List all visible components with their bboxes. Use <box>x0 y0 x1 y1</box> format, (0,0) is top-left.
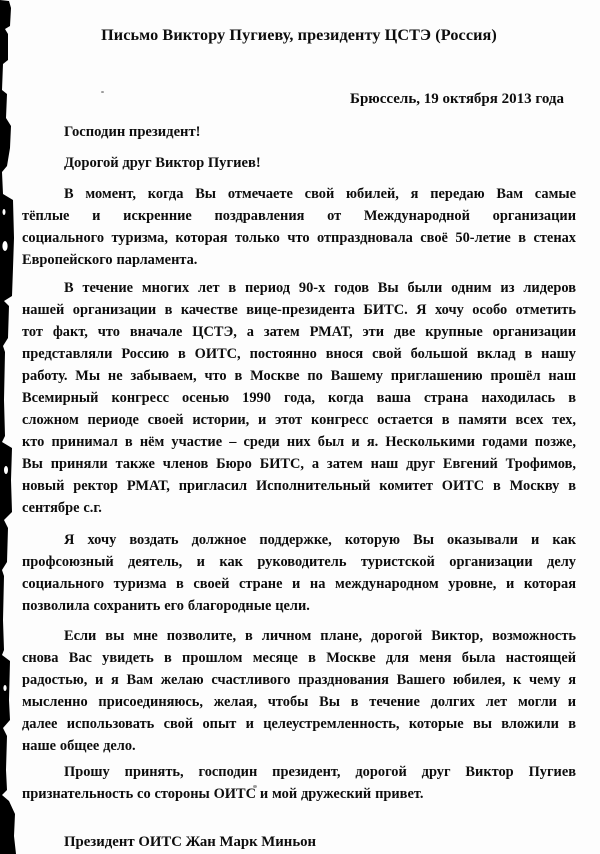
paragraph-line: социального туризма в своей стране и на международном уровне, и которая <box>22 576 576 592</box>
paragraph-line: Всемирный конгресс осенью 1990 года, когда ваша страна находилась в <box>22 390 576 406</box>
letter-paragraph <box>22 183 576 271</box>
paragraph-line: Я хочу воздать должное поддержке, которую Вы оказывали и как <box>64 532 576 548</box>
paragraph-line: тот факт, что вначале ЦСТЭ, а затем РМАТ, эти две крупные организации <box>22 324 576 340</box>
signature-line: Президент ОИТС Жан Марк Миньон <box>64 834 317 850</box>
greeting-line: Дорогой друг Виктор Пугиев! <box>64 155 261 171</box>
paragraph-line: далее использовать свой опыт и целеустремленность, которые вы вложили в <box>22 716 576 732</box>
paragraph-line: Если вы мне позволите, в личном плане, дорогой Виктор, возможность <box>64 628 576 644</box>
date-line: Брюссель, 19 октября 2013 года <box>350 91 564 107</box>
paragraph-line: В течение многих лет в период 90-х годов Вы были одним из лидеров <box>64 280 576 296</box>
paragraph-line: радостью, и я Вам желаю счастливого празднования Вашего юбилея, к чему я <box>22 672 576 688</box>
letter-paragraph <box>22 625 576 757</box>
paragraph-line: нашей организации в качестве вице-президента БИТС. Я хочу особо отметить <box>22 302 576 318</box>
paragraph-line: признательность со стороны ОИТС и мой дружеский привет. <box>22 786 424 802</box>
paragraph-line: работу. Мы не забываем, что в Москве по Вашему приглашению прошёл наш <box>22 368 576 384</box>
paragraph-line: сентябре с.г. <box>22 500 102 516</box>
paragraph-line: новый ректор РМАТ, пригласил Исполнительный комитет ОИТС в Москву в <box>22 478 576 494</box>
paragraph-line: сложном периоде своей истории, и этот конгресс остается в памяти всех тех, <box>22 412 576 428</box>
letter-paragraph <box>22 277 576 519</box>
paragraph-line: мысленно присоединяюсь, желая, чтобы Вы в течение долгих лет могли и <box>22 694 576 710</box>
greeting-line: Господин президент! <box>64 124 201 140</box>
paragraph-line: представляли Россию в ОИТС, постоянно внося свой большой вклад в нашу <box>22 346 576 362</box>
letter-title: Письмо Виктору Пугиеву, президенту ЦСТЭ (Россия) <box>101 26 497 44</box>
paragraph-line: Вы приняли также членов Бюро БИТС, а затем наш друг Евгений Трофимов, <box>22 456 576 472</box>
paragraph-line: социального туризма, которая только что отпраздновала своё 50-летие в стенах <box>22 230 576 246</box>
paragraph-line: позволила сохранить его благородные цели. <box>22 598 310 614</box>
paragraph-line: В момент, когда Вы отмечаете свой юбилей, я передаю Вам самые <box>64 186 576 202</box>
letter-paragraph <box>22 761 576 805</box>
paragraph-line: Европейского парламента. <box>22 252 198 268</box>
letter-paragraph <box>22 529 576 617</box>
paragraph-line: профсоюзный деятель, и как руководитель туристской организации делу <box>22 554 576 570</box>
paragraph-line: Прошу принять, господин президент, дорогой друг Виктор Пугиев <box>64 764 576 780</box>
paragraph-line: наше общее дело. <box>22 738 136 754</box>
paragraph-line: кто принимал в нём участие – среди них был и я. Несколькими годами позже, <box>22 434 576 450</box>
paragraph-line: тёплые и искренние поздравления от Международной организации <box>22 208 576 224</box>
paragraph-line: снова Вас увидеть в прошлом месяце в Москве для меня была настоящей <box>22 650 576 666</box>
letter-body <box>22 183 576 805</box>
